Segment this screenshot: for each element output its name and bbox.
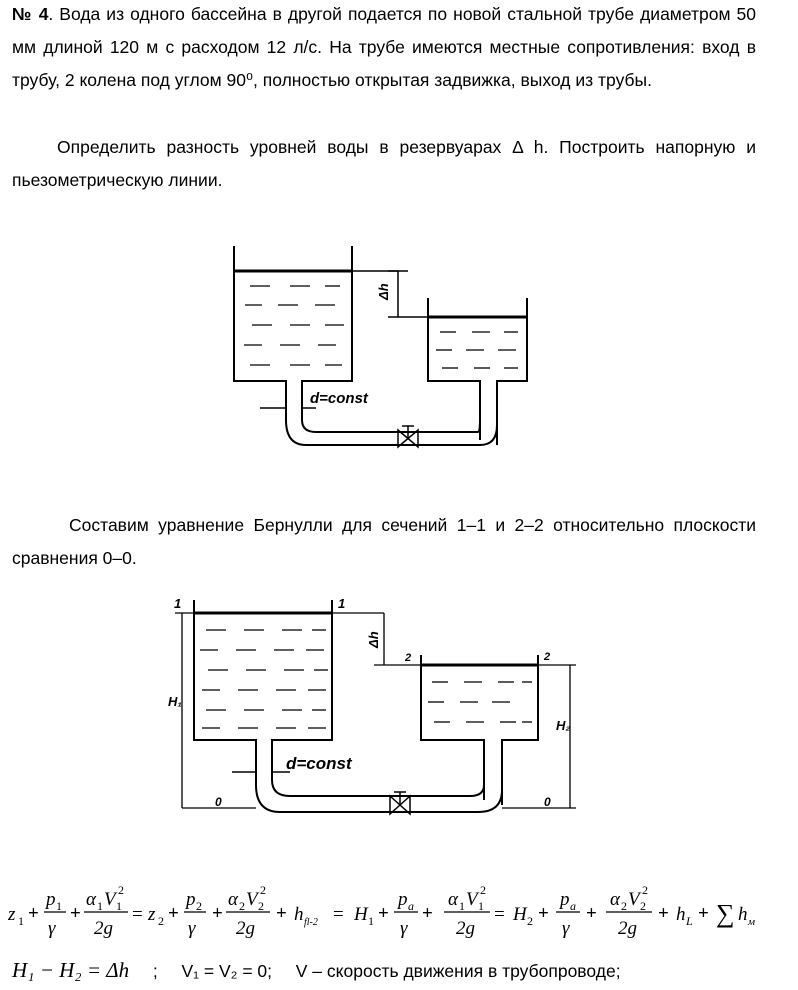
v2: V: [246, 889, 258, 910]
p1-sub: 1: [56, 899, 62, 913]
hL-symbol: h: [676, 904, 686, 925]
bernoulli-intro: Составим уравнение Бернулли для сечений 1–1 и 2–2 относительно плоскости сравнения 0–0.: [12, 515, 756, 568]
z2-sub: 2: [158, 914, 164, 928]
h-loss: h: [294, 904, 304, 925]
velocity-equation: V₁ = V₂ = 0;: [181, 961, 273, 981]
equals-3: =: [494, 904, 505, 925]
alpha2-sub: 2: [239, 899, 245, 913]
H1-sub: 1: [368, 914, 374, 928]
v1-sup: 2: [118, 883, 124, 897]
pa-2: p: [560, 889, 570, 910]
conditions-line: [12, 958, 792, 983]
v1: V: [104, 889, 116, 910]
bernoulli-equation: [8, 880, 793, 950]
diameter-label-2: d=const: [286, 754, 352, 773]
figure-reservoirs-2: [0, 590, 798, 840]
hL-sub: L: [686, 914, 693, 928]
v1-sub: 1: [116, 899, 122, 913]
section-1-right-label: 1: [338, 596, 346, 611]
alpha1: α: [86, 889, 96, 910]
h-loss-sub: fl-2: [304, 917, 318, 928]
pa-1: p: [398, 889, 408, 910]
pa-2-sub: a: [570, 899, 576, 913]
delta-h-label-2: Δh: [366, 631, 381, 648]
p2-sub: 2: [196, 899, 202, 913]
z1-sub: 1: [18, 914, 24, 928]
v2-sup: 2: [260, 883, 266, 897]
alpha2-b-sub: 2: [621, 899, 627, 913]
gamma-1: γ: [48, 918, 56, 939]
plus-5: +: [276, 903, 287, 924]
equals-1: =: [132, 904, 143, 925]
two-g-2: 2g: [236, 918, 255, 939]
sum-symbol: ∑: [716, 899, 735, 928]
z2-symbol: z: [148, 904, 156, 925]
velocity-description: V – скорость движения в трубопроводе;: [295, 961, 621, 981]
section-2-right-label: 2: [544, 651, 551, 663]
v1-b: V: [466, 889, 478, 910]
plus-2: +: [70, 903, 81, 924]
H1-symbol: H: [354, 904, 368, 925]
H2-sub: 2: [527, 914, 533, 928]
plus-7: +: [422, 903, 433, 924]
two-g-4: 2g: [618, 918, 637, 939]
plus-9: +: [586, 903, 597, 924]
problem-text: . Вода из одного бассейна в другой подается по новой стальной трубе диаметром 50 мм длиной 120 м с расходом 12 л/с. На трубе имеются местные сопротивления: вход в трубу, 2 колена под углом 90⁰, полностью открытая задвижка, выход из трубы.: [12, 4, 756, 90]
alpha1-sub: 1: [97, 899, 103, 913]
two-g-1: 2g: [94, 918, 113, 939]
p2-symbol: p: [186, 889, 196, 910]
plus-10: +: [658, 903, 669, 924]
task-statement: Определить разность уровней воды в резервуарах Δ h. Построить напорную и пьезометрическую линии.: [12, 137, 756, 190]
alpha1-b: α: [448, 889, 458, 910]
hm-sub: м: [748, 916, 756, 928]
equals-2: =: [333, 904, 344, 925]
gamma-2: γ: [188, 918, 196, 939]
H2-symbol: H: [513, 904, 527, 925]
plus-3: +: [168, 903, 179, 924]
h1-label: H₁: [168, 694, 182, 709]
h2-label: H₂: [556, 718, 571, 733]
alpha1-b-sub: 1: [459, 899, 465, 913]
plus-4: +: [212, 903, 223, 924]
section-1-left-label: 1: [174, 596, 182, 611]
v1-b-sub: 1: [478, 899, 484, 913]
z1-symbol: z: [8, 904, 16, 925]
alpha2-b: α: [610, 889, 620, 910]
plus-11: +: [698, 903, 709, 924]
datum-right-label: 0: [544, 795, 551, 809]
v2-sub: 2: [258, 899, 264, 913]
plus-8: +: [538, 903, 549, 924]
diameter-label: d=const: [310, 390, 368, 407]
datum-left-label: 0: [215, 795, 222, 809]
v2-b-sup: 2: [642, 883, 648, 897]
problem-statement: [12, 0, 756, 97]
p1-symbol: p: [46, 889, 56, 910]
gamma-3: γ: [400, 918, 408, 939]
v2-b-sub: 2: [640, 899, 646, 913]
v1-b-sup: 2: [480, 883, 486, 897]
alpha2: α: [228, 889, 238, 910]
problem-number: № 4: [12, 4, 49, 24]
plus-1: +: [28, 903, 39, 924]
delta-h-label: Δh: [376, 283, 391, 300]
two-g-3: 2g: [456, 918, 475, 939]
section-2-left-label: 2: [405, 652, 412, 664]
separator: ;: [152, 961, 158, 981]
figure-reservoirs-1: [0, 230, 798, 470]
gamma-4: γ: [562, 918, 570, 939]
pa-1-sub: a: [408, 899, 414, 913]
plus-6: +: [378, 903, 389, 924]
hm-symbol: h: [738, 904, 748, 925]
head-difference-equation: H₁ − H₂ = Δh: [12, 958, 130, 982]
v2-b: V: [628, 889, 640, 910]
